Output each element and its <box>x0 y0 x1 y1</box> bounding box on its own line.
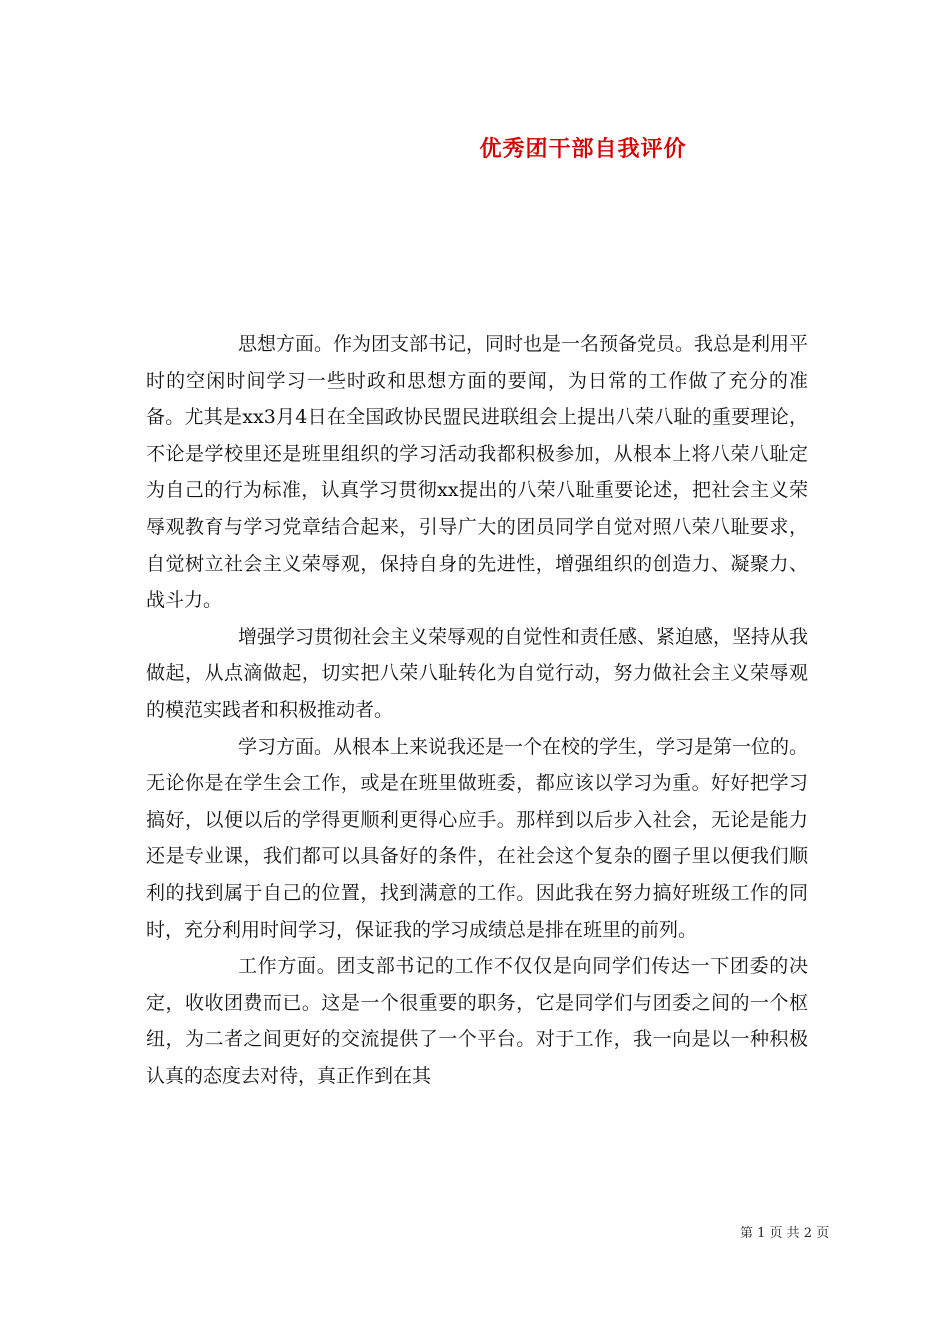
paragraph-honor-disgrace: 增强学习贯彻社会主义荣辱观的自觉性和责任感、紧迫感，坚持从我做起，从点滴做起，切实把八荣八耻转化为自觉行动，努力做社会主义荣辱观的模范实践者和积极推动者。 <box>146 625 809 721</box>
paragraph-study: 学习方面。从根本上来说我还是一个在校的学生，学习是第一位的。无论你是在学生会工作，或是在班里做班委，都应该以学习为重。好好把学习搞好，以便以后的学得更顺利更得心应手。那样到以后步入社会，无论是能力还是专业课，我们都可以具备好的条件，在社会这个复杂的圈子里以便我们顺利的找到属于自己的位置，找到满意的工作。因此我在努力搞好班级工作的同时，充分利用时间学习，保证我的学习成绩总是排在班里的前列。 <box>146 735 809 941</box>
document-body <box>146 326 808 1094</box>
paragraph-work: 工作方面。团支部书记的工作不仅仅是向同学们传达一下团委的决定，收收团费而已。这是一个很重要的职务，它是同学们与团委之间的一个枢纽，为二者之间更好的交流提供了一个平台。对于工作，我一向是以一种积极认真的态度去对待，真正作到在其 <box>146 955 808 1087</box>
page-footer: 第 1 页 共 2 页 <box>740 1226 830 1241</box>
paragraph-thought: 思想方面。作为团支部书记，同时也是一名预备党员。我总是利用平时的空闲时间学习一些时政和思想方面的要闻，为日常的工作做了充分的准备。尤其是xx3月4日在全国政协民盟民进联组会上提出八荣八耻的重要理论，不论是学校里还是班里组织的学习活动我都积极参加，从根本上将八荣八耻定为自己的行为标准，认真学习贯彻xx提出的八荣八耻重要论述，把社会主义荣辱观教育与学习党章结合起来，引导广大的团员同学自觉对照八荣八耻要求，自觉树立社会主义荣辱观，保持自身的先进性，增强组织的创造力、凝聚力、战斗力。 <box>146 333 809 612</box>
document-title: 优秀团干部自我评价 <box>479 136 687 162</box>
